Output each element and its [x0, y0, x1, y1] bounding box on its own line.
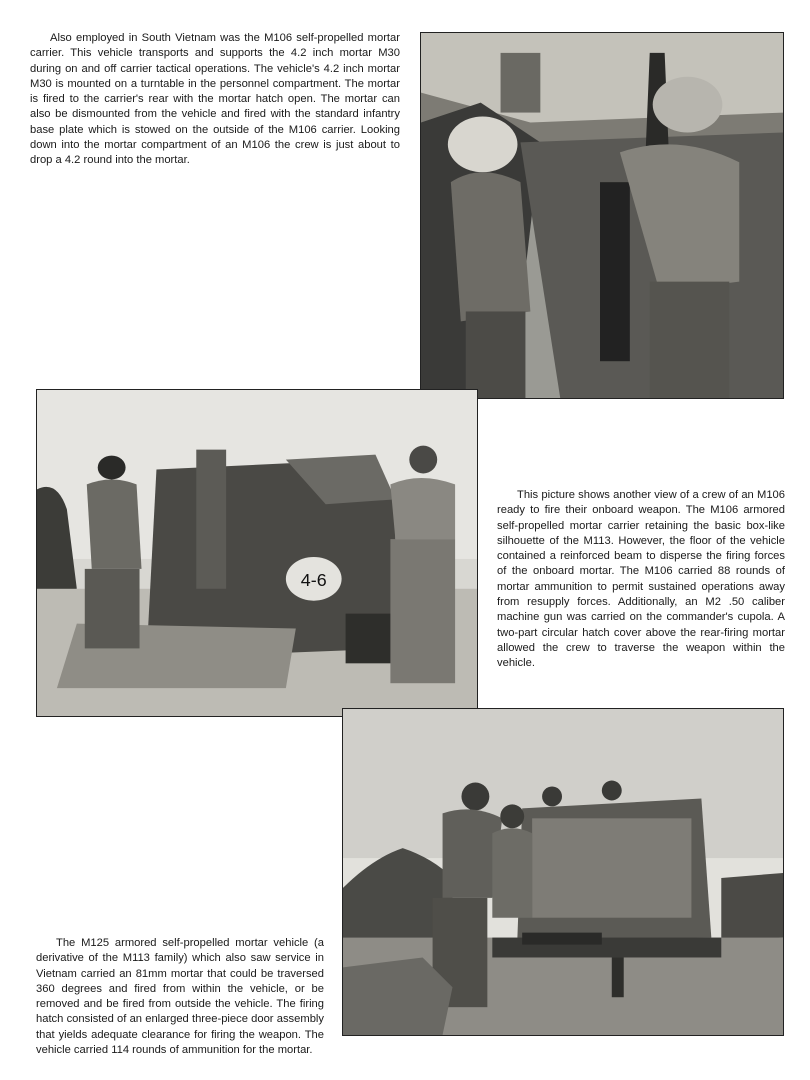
photo-m125-mortar-vehicle: [342, 708, 784, 1036]
caption-m106-crew: This picture shows another view of a crew of an M106 ready to fire their onboard weapon. The M106 armored self-propelled mortar carrier retaining the basic box-like silhouette of the M113. However, the floor of the vehicle contained a reinforced beam to disperse the firing forces of the onboard mortar. The M106 carried 88 rounds of mortar ammunition to permit sustained operations away from resupply forces. Additionally, an M2 .50 caliber machine gun was carried on the commander's cupola. A two-part circular hatch cover above the rear-firing mortar allowed the crew to traverse the weapon within the vehicle.: [497, 489, 785, 670]
caption-m106-mortar-compartment: Also employed in South Vietnam was the M106 self-propelled mortar carrier. This vehicle transports and supports the 4.2 inch mortar M30 during on and off carrier tactical operations. The vehicle's 4.2 inch mortar M30 is mounted on a turntable in the personnel compartment. The mortar is fired to the carrier's rear with the mortar hatch open. The mortar can also be dismounted from the vehicle and fired with the standard infantry base plate which is stowed on the outside of the M106 carrier. Looking down into the mortar compartment of an M106 the crew is just about to drop a 4.2 round into the mortar.: [30, 32, 400, 167]
photo-m106-crew-ready-to-fire: [36, 389, 478, 717]
caption-m125-vehicle: The M125 armored self-propelled mortar vehicle (a derivative of the M113 family) which also saw service in Vietnam carried an 81mm mortar that could be traversed 360 degrees and fired from within the vehicle, or be removed and be fired from outside the vehicle. The firing hatch consisted of an enlarged three-piece door assembly that yields adequate clearance for firing the weapon. The vehicle carried 114 rounds of ammunition for the mortar.: [36, 937, 324, 1057]
photo-crew-loading-mortar: [420, 32, 784, 399]
hull-marking: 4-6: [300, 569, 327, 590]
